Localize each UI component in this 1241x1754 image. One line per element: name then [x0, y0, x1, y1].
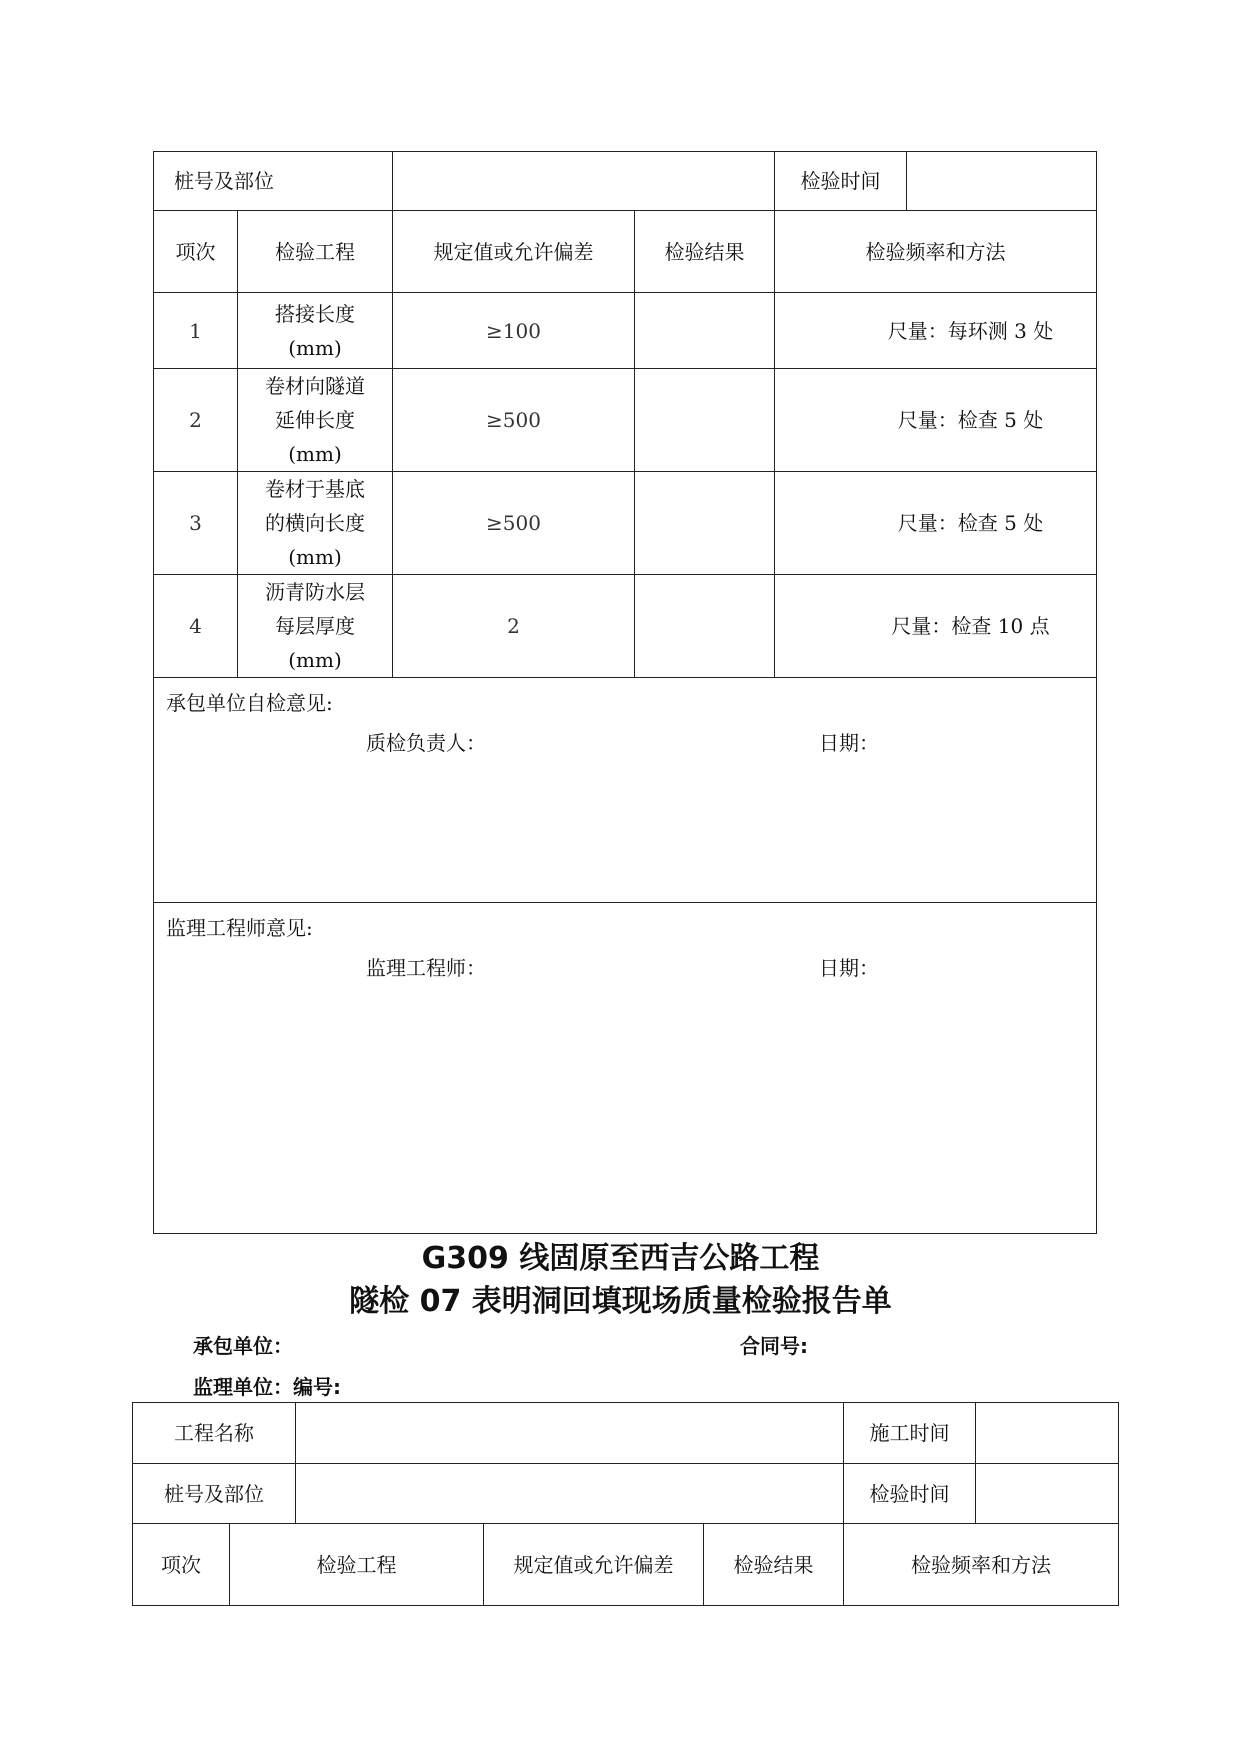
row-no: 1 — [154, 293, 238, 369]
header-method: 检验频率和方法 — [844, 1524, 1119, 1606]
row-method: 尺量：检查 10 点 — [775, 575, 1097, 678]
station-row — [154, 152, 1097, 211]
table-row — [154, 293, 1097, 369]
station-label: 桩号及部位 — [133, 1464, 296, 1524]
table-row — [154, 575, 1097, 678]
project-name-value[interactable] — [296, 1403, 844, 1464]
station-label: 桩号及部位 — [154, 152, 393, 211]
construction-time-value[interactable] — [976, 1403, 1119, 1464]
row-item-line: 每层厚度 — [275, 614, 355, 638]
row-spec: ≥100 — [393, 293, 635, 369]
station-value[interactable] — [393, 152, 775, 211]
inspect-time-value[interactable] — [907, 152, 1097, 211]
inspection-table-bottom — [132, 1402, 1119, 1606]
row-no: 2 — [154, 369, 238, 472]
row-item-line: 搭接长度 — [275, 301, 355, 326]
supervisor-opinion-cell[interactable] — [154, 903, 1097, 1234]
quality-inspector-label: 质检负责人： — [366, 731, 486, 755]
header-result: 检验结果 — [635, 211, 775, 293]
row-result[interactable] — [635, 472, 775, 575]
supervisor-unit-label: 监理单位：编号: — [193, 1375, 341, 1399]
row-item — [238, 369, 393, 472]
row-no: 3 — [154, 472, 238, 575]
contractor-opinion-row — [154, 678, 1097, 903]
supervising-engineer-label: 监理工程师： — [366, 956, 486, 980]
inspect-time-label: 检验时间 — [844, 1464, 976, 1524]
row-result[interactable] — [635, 293, 775, 369]
inspect-time-value[interactable] — [976, 1464, 1119, 1524]
contractor-opinion-cell[interactable] — [154, 678, 1097, 903]
header-result: 检验结果 — [704, 1524, 844, 1606]
header-no: 项次 — [154, 211, 238, 293]
row-result[interactable] — [635, 369, 775, 472]
row-item-unit: (mm) — [288, 442, 342, 466]
station-row — [133, 1464, 1119, 1524]
row-item-unit: (mm) — [288, 648, 342, 672]
header-no: 项次 — [133, 1524, 230, 1606]
contractor-date-label: 日期： — [819, 731, 879, 755]
station-value[interactable] — [296, 1464, 844, 1524]
row-item-unit: (mm) — [288, 545, 342, 569]
row-item-line: 卷材于基底 — [265, 477, 365, 501]
project-name-label: 工程名称 — [133, 1403, 296, 1464]
row-spec: ≥500 — [393, 369, 635, 472]
contractor-opinion-label: 承包单位自检意见: — [166, 691, 333, 715]
row-result[interactable] — [635, 575, 775, 678]
project-row — [133, 1403, 1119, 1464]
header-method: 检验频率和方法 — [775, 211, 1097, 293]
row-method: 尺量：检查 5 处 — [775, 472, 1097, 575]
row-item-unit: (mm) — [288, 335, 342, 360]
header-row — [133, 1524, 1119, 1606]
supervisor-opinion-label: 监理工程师意见: — [166, 916, 313, 940]
supervisor-date-label: 日期： — [819, 956, 879, 980]
header-item: 检验工程 — [238, 211, 393, 293]
row-item-line: 沥青防水层 — [265, 580, 365, 604]
header-row — [154, 211, 1097, 293]
row-item-line: 延伸长度 — [275, 408, 355, 432]
row-item — [238, 293, 393, 369]
inspection-table-top — [153, 151, 1097, 1234]
construction-time-label: 施工时间 — [844, 1403, 976, 1464]
table-row — [154, 369, 1097, 472]
contract-no-label: 合同号: — [740, 1334, 808, 1358]
form-title-line1: G309 线固原至西吉公路工程 — [421, 1241, 820, 1276]
row-item — [238, 575, 393, 678]
header-spec: 规定值或允许偏差 — [484, 1524, 704, 1606]
table-row — [154, 472, 1097, 575]
header-spec: 规定值或允许偏差 — [393, 211, 635, 293]
contractor-unit-label: 承包单位： — [193, 1334, 293, 1358]
form-title-line2: 隧检 07 表明洞回填现场质量检验报告单 — [349, 1284, 892, 1319]
supervisor-opinion-row — [154, 903, 1097, 1234]
inspect-time-label: 检验时间 — [775, 152, 907, 211]
row-item — [238, 472, 393, 575]
header-item: 检验工程 — [230, 1524, 484, 1606]
row-item-line: 的横向长度 — [265, 511, 365, 535]
row-spec: 2 — [393, 575, 635, 678]
row-no: 4 — [154, 575, 238, 678]
row-spec: ≥500 — [393, 472, 635, 575]
row-method: 尺量：检查 5 处 — [775, 369, 1097, 472]
row-method: 尺量：每环测 3 处 — [775, 293, 1097, 369]
row-item-line: 卷材向隧道 — [265, 374, 365, 398]
